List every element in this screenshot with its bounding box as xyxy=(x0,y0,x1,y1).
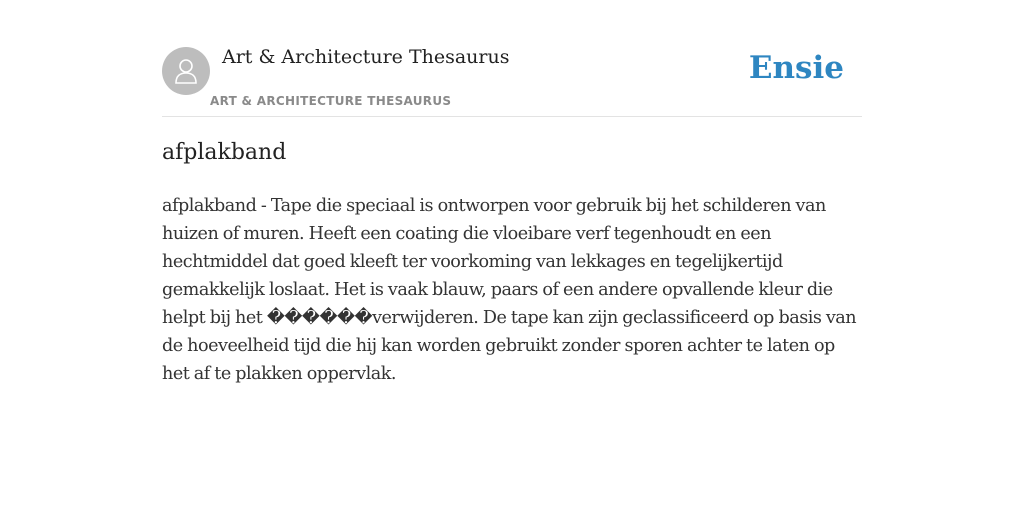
avatar[interactable] xyxy=(162,47,210,95)
source-subtitle[interactable]: ART & ARCHITECTURE THESAURUS xyxy=(210,94,452,108)
entry-definition: afplakband - Tape die speciaal is ontworpen voor gebruik bij het schilderen van huizen of muren. Heeft een coating die vloeibare verf tegenhoudt en een hechtmiddel dat goed kleeft ter voorkoming van lekkages en tegelijkertijd gemakkelijk loslaat. Het is vaak blauw, paars of een andere opvallende kleur die helpt bij het ������verwijderen. De tape kan zijn geclassificeerd op basis van de hoeveelheid tijd die hij kan worden gebruikt zonder sporen achter te laten op het af te plakken oppervlak. xyxy=(162,196,857,384)
entry-header xyxy=(162,0,862,117)
brand-logo[interactable]: Ensie xyxy=(748,50,844,86)
entry-card xyxy=(162,0,862,512)
entry-term: afplakband xyxy=(162,140,287,165)
source-title[interactable]: Art & Architecture Thesaurus xyxy=(222,46,510,68)
user-silhouette-icon xyxy=(174,57,198,85)
